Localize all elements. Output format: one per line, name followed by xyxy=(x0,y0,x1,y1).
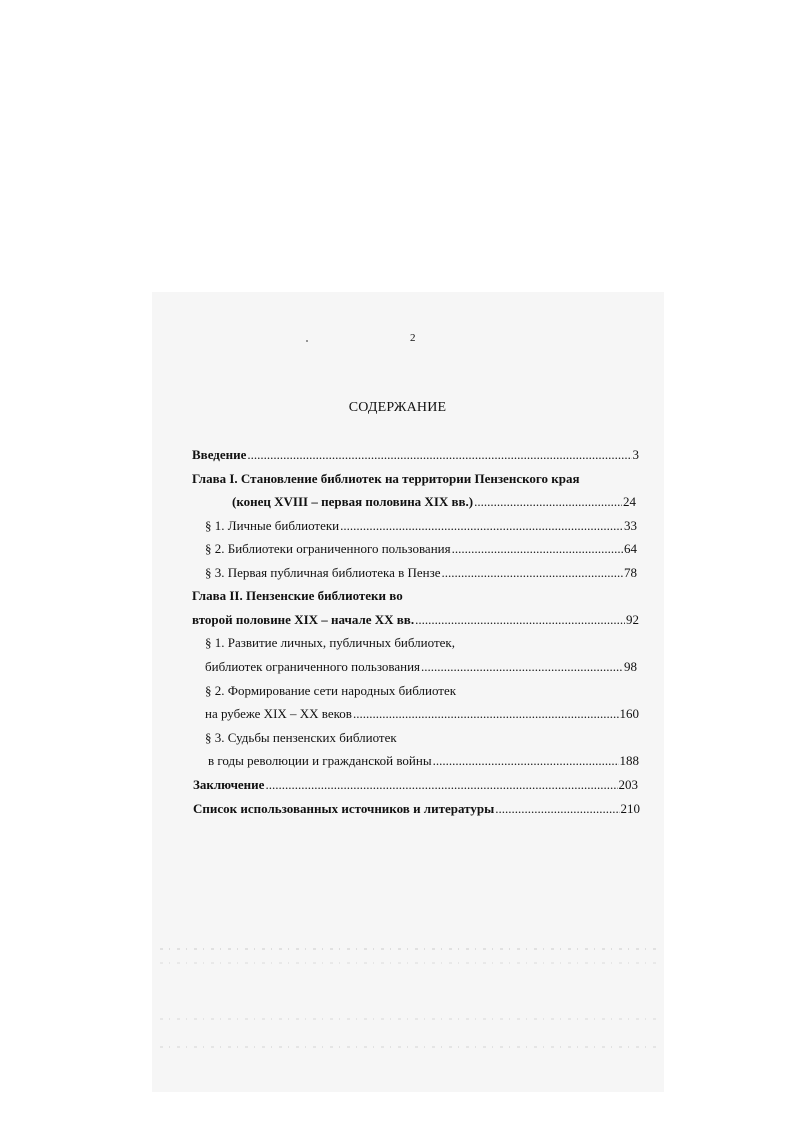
toc-entry-ch1-section-3 xyxy=(205,565,637,581)
toc-entry-chapter-2 xyxy=(192,612,639,628)
toc-entry-page: 24 xyxy=(623,494,636,509)
scan-noise xyxy=(160,1046,660,1048)
toc-entry-ch1-section-2 xyxy=(205,541,637,557)
toc-entry-label: § 1. Личные библиотеки xyxy=(205,518,340,533)
toc-ch2-section-2-title: § 2. Формирование сети народных библиотек xyxy=(205,683,457,698)
toc-entry-page: 98 xyxy=(624,659,637,674)
toc-entry-page: 160 xyxy=(619,706,639,721)
toc-entry-page: 3 xyxy=(632,447,639,462)
toc-title: СОДЕРЖАНИЕ xyxy=(348,400,447,415)
toc-entry-label: (конец XVIII – первая половина XIX вв.) xyxy=(232,494,474,509)
dot-leader xyxy=(265,777,617,793)
dot-leader xyxy=(247,447,631,463)
toc-entry-label: § 2. Библиотеки ограниченного пользования xyxy=(205,541,451,556)
toc-entry-ch1-section-1 xyxy=(205,518,637,534)
toc-entry-label: Список использованных источников и литературы xyxy=(193,801,495,816)
dot-leader xyxy=(495,801,619,817)
toc-entry-ch2-section-3 xyxy=(208,753,639,769)
toc-entry-page: 78 xyxy=(624,565,637,580)
toc-entry-label: Введение xyxy=(192,447,247,462)
dot-leader xyxy=(421,659,623,675)
toc-entry-ch2-section-2 xyxy=(205,706,639,722)
toc-entry-intro xyxy=(192,447,639,463)
dot-leader xyxy=(415,612,625,628)
toc-entry-label: Заключение xyxy=(193,777,265,792)
page-number: 2 xyxy=(410,332,416,344)
toc-chapter-1-title: Глава I. Становление библиотек на территории Пензенского края xyxy=(192,471,580,486)
toc-entry-label: библиотек ограниченного пользования xyxy=(205,659,421,674)
scan-speck xyxy=(306,340,308,342)
toc-ch2-section-1-title: § 1. Развитие личных, публичных библиотек, xyxy=(205,635,455,650)
toc-entry-label: § 3. Первая публичная библиотека в Пензе xyxy=(205,565,441,580)
dot-leader xyxy=(353,706,619,722)
toc-entry-ch2-section-1 xyxy=(205,659,637,675)
scan-noise xyxy=(160,962,660,964)
dot-leader xyxy=(442,565,623,581)
toc-entry-chapter-1 xyxy=(232,494,636,510)
toc-entry-page: 210 xyxy=(620,801,640,816)
toc-entry-conclusion xyxy=(193,777,638,793)
toc-entry-label: на рубеже XIX – XX веков xyxy=(205,706,352,721)
toc-entry-sources xyxy=(193,801,640,817)
toc-entry-label: в годы революции и гражданской войны xyxy=(208,753,432,768)
dot-leader xyxy=(433,753,619,769)
toc-entry-page: 92 xyxy=(626,612,639,627)
scan-noise xyxy=(160,1018,660,1020)
toc-entry-page: 64 xyxy=(624,541,637,556)
toc-entry-page: 203 xyxy=(618,777,638,792)
scan-noise xyxy=(160,948,660,950)
toc-entry-page: 188 xyxy=(619,753,639,768)
dot-leader xyxy=(340,518,623,534)
dot-leader xyxy=(452,541,623,557)
toc-entry-label: второй половине XIX – начале XX вв. xyxy=(192,612,415,627)
toc-entry-page: 33 xyxy=(624,518,637,533)
toc-chapter-2-title: Глава II. Пензенские библиотеки во xyxy=(192,588,403,603)
dot-leader xyxy=(474,494,622,510)
toc-ch2-section-3-title: § 3. Судьбы пензенских библиотек xyxy=(205,730,397,745)
